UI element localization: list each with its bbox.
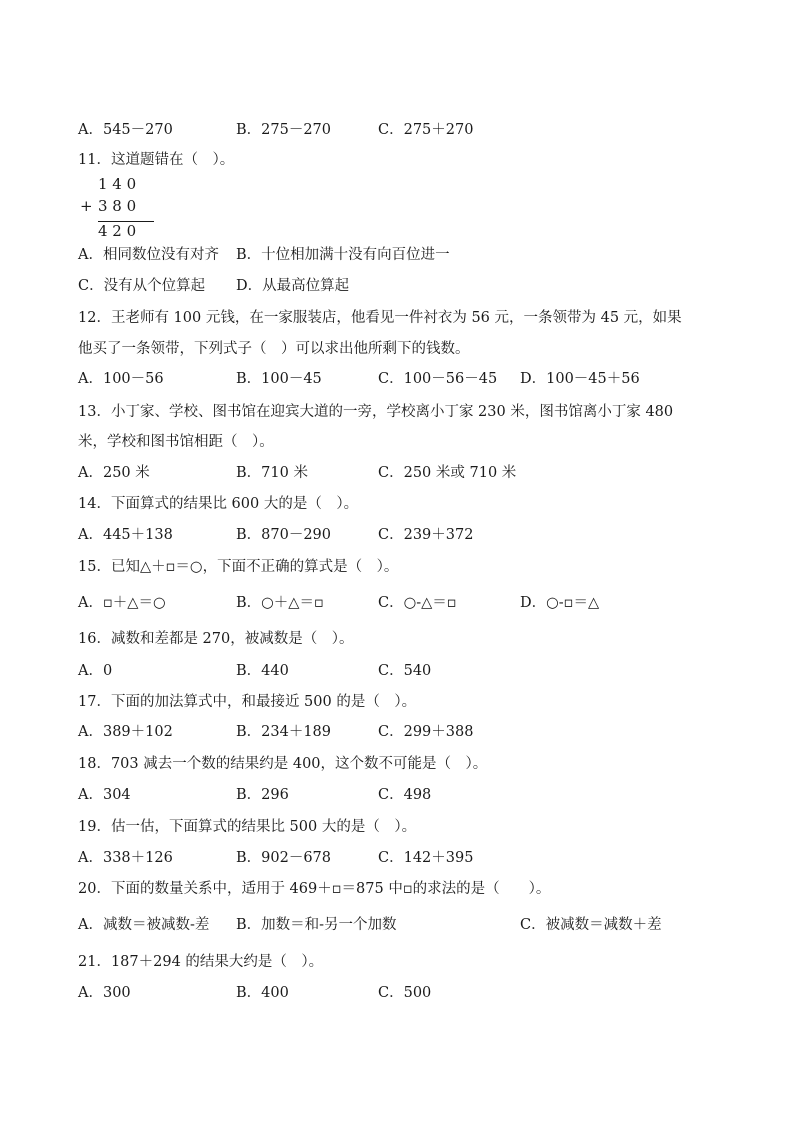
- q15-question: 15．已知△＋▫＝○，下面不正确的算式是（ ）。: [78, 559, 399, 575]
- q11-addend-2: 3 8 0: [98, 197, 137, 215]
- q11-option-b[interactable]: B．十位相加满十没有向百位进一: [236, 247, 450, 263]
- q21-option-b[interactable]: B．400: [236, 985, 289, 1001]
- q13-question-line1: 13．小丁家、学校、图书馆在迎宾大道的一旁，学校离小丁家 230 米，图书馆离小丁家 480: [78, 404, 674, 420]
- q11-option-c[interactable]: C．没有从个位算起: [78, 278, 206, 294]
- q13-option-b[interactable]: B．710 米: [236, 465, 308, 481]
- q19-option-b[interactable]: B．902－678: [236, 850, 332, 866]
- q12-question-line1: 12．王老师有 100 元钱，在一家服装店，他看见一件衬衣为 56 元，一条领带为 45 元，如果: [78, 310, 682, 326]
- q20-option-c[interactable]: C．被减数＝减数＋差: [520, 917, 662, 933]
- q17-option-b[interactable]: B．234＋189: [236, 724, 332, 740]
- q15-option-d[interactable]: D．○-▫＝△: [520, 595, 600, 611]
- q11-addend-1: 1 4 0: [98, 175, 137, 193]
- q17-option-a[interactable]: A．389＋102: [78, 724, 173, 740]
- q14-question: 14．下面算式的结果比 600 大的是（ ）。: [78, 496, 359, 512]
- q10-option-b[interactable]: B．275－270: [236, 122, 332, 138]
- q14-option-a[interactable]: A．445＋138: [78, 527, 173, 543]
- q12-question-line2: 他买了一条领带，下列式子（ ）可以求出他所剩下的钱数。: [78, 341, 470, 357]
- q18-question: 18．703 减去一个数的结果约是 400，这个数不可能是（ ）。: [78, 756, 488, 772]
- q10-option-a[interactable]: A．545－270: [78, 122, 173, 138]
- q19-question: 19．估一估，下面算式的结果比 500 大的是（ ）。: [78, 819, 417, 835]
- q16-option-c[interactable]: C．540: [378, 663, 432, 679]
- q19-option-a[interactable]: A．338＋126: [78, 850, 173, 866]
- q19-option-c[interactable]: C．142＋395: [378, 850, 474, 866]
- q20-option-a[interactable]: A．减数＝被减数-差: [78, 917, 210, 933]
- q12-option-a[interactable]: A．100－56: [78, 371, 164, 387]
- q11-result: 4 2 0: [98, 222, 137, 240]
- q16-option-b[interactable]: B．440: [236, 663, 289, 679]
- q17-option-c[interactable]: C．299＋388: [378, 724, 474, 740]
- q21-option-c[interactable]: C．500: [378, 985, 432, 1001]
- q21-question: 21．187＋294 的结果大约是（ ）。: [78, 954, 324, 970]
- q18-option-b[interactable]: B．296: [236, 787, 289, 803]
- q20-option-b[interactable]: B．加数＝和-另一个加数: [236, 917, 397, 933]
- q12-option-b[interactable]: B．100－45: [236, 371, 322, 387]
- q12-option-c[interactable]: C．100－56－45: [378, 371, 498, 387]
- q18-option-c[interactable]: C．498: [378, 787, 432, 803]
- q16-option-a[interactable]: A．0: [78, 663, 113, 679]
- q16-question: 16．减数和差都是 270，被减数是（ ）。: [78, 631, 354, 647]
- q17-question: 17．下面的加法算式中，和最接近 500 的是（ ）。: [78, 694, 417, 710]
- q11-option-a[interactable]: A．相同数位没有对齐: [78, 247, 219, 263]
- q15-option-c[interactable]: C．○-△＝▫: [378, 595, 457, 611]
- q20-question: 20．下面的数量关系中，适用于 469＋▫＝875 中▫的求法的是（ ）。: [78, 881, 551, 897]
- q14-option-b[interactable]: B．870－290: [236, 527, 332, 543]
- q21-option-a[interactable]: A．300: [78, 985, 131, 1001]
- q13-question-line2: 米，学校和图书馆相距（ ）。: [78, 434, 274, 450]
- q18-option-a[interactable]: A．304: [78, 787, 131, 803]
- q15-option-b[interactable]: B．○＋△＝▫: [236, 595, 324, 611]
- q12-option-d[interactable]: D．100－45＋56: [520, 371, 640, 387]
- q13-option-c[interactable]: C．250 米或 710 米: [378, 465, 517, 481]
- q13-option-a[interactable]: A．250 米: [78, 465, 150, 481]
- q11-option-d[interactable]: D．从最高位算起: [236, 278, 350, 294]
- q15-option-a[interactable]: A．▫＋△＝○: [78, 595, 166, 611]
- q11-plus-sign: +: [80, 197, 93, 215]
- q11-question: 11．这道题错在（ ）。: [78, 152, 235, 168]
- q10-option-c[interactable]: C．275＋270: [378, 122, 474, 138]
- q14-option-c[interactable]: C．239＋372: [378, 527, 474, 543]
